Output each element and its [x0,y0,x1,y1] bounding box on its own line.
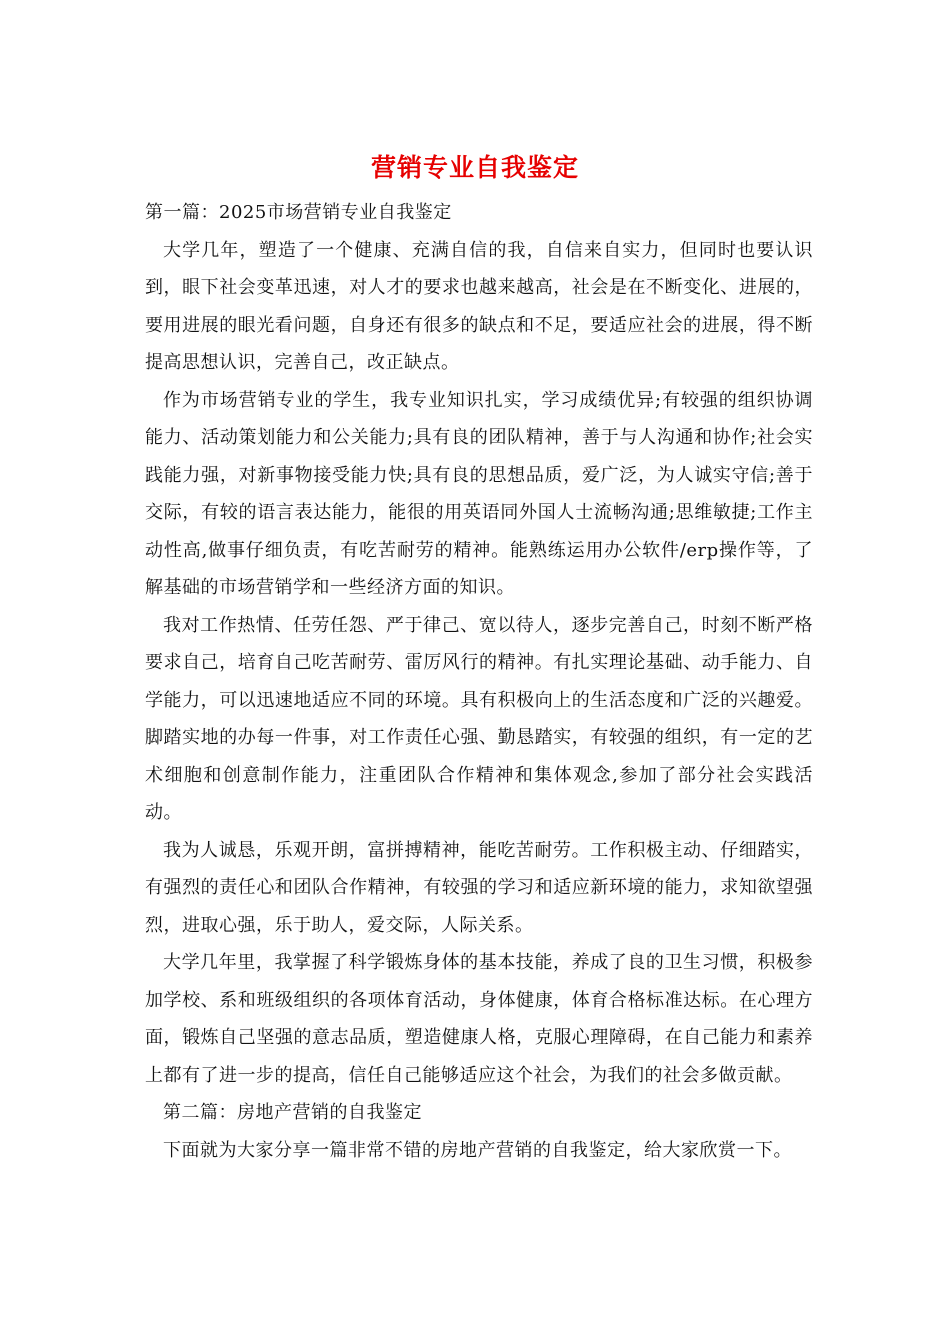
paragraph: 大学几年，塑造了一个健康、充满自信的我，自信来自实力，但同时也要认识到，眼下社会变革迅速，对人才的要求也越来越高，社会是在不断变化、进展的，要用进展的眼光看问题，自身还有很多的缺点和不足，要适应社会的进展，得不断提高思想认识，完善自己，改正缺点。 [145,239,813,373]
paragraph: 大学几年里，我掌握了科学锻炼身体的基本技能，养成了良的卫生习惯，积极参加学校、系和班级组织的各项体育活动，身体健康，体育合格标准达标。在心理方面，锻炼自己坚强的意志品质，塑造健康人格，克服心理障碍，在自己能力和素养上都有了进一步的提高，信任自己能够适应这个社会，为我们的社会多做贡献。 [145,952,813,1086]
section-heading-1: 第一篇：2025市场营销专业自我鉴定 [145,202,452,223]
section-heading-2: 第二篇：房地产营销的自我鉴定 [163,1102,422,1123]
paragraph: 我为人诚恳，乐观开朗，富拼搏精神，能吃苦耐劳。工作积极主动、仔细踏实，有强烈的责任心和团队合作精神，有较强的学习和适应新环境的能力，求知欲望强烈，进取心强，乐于助人，爱交际，人际关系。 [145,839,813,936]
paragraph: 我对工作热情、任劳任怨、严于律己、宽以待人，逐步完善自己，时刻不断严格要求自己，培育自己吃苦耐劳、雷厉风行的精神。有扎实理论基础、动手能力、自学能力，可以迅速地适应不同的环境。具有积极向上的生活态度和广泛的兴趣爱。脚踏实地的办每一件事，对工作责任心强、勤恳踏实，有较强的组织，有一定的艺术细胞和创意制作能力，注重团队合作精神和集体观念,参加了部分社会实践活动。 [145,614,813,823]
paragraph: 下面就为大家分享一篇非常不错的房地产营销的自我鉴定，给大家欣赏一下。 [163,1139,792,1161]
paragraph: 作为市场营销专业的学生，我专业知识扎实，学习成绩优异;有较强的组织协调能力、活动策划能力和公关能力;具有良的团队精神，善于与人沟通和协作;社会实践能力强，对新事物接受能力快;具有良的思想品质，爱广泛，为人诚实守信;善于交际，有较的语言表达能力，能很的用英语同外国人士流畅沟通;思维敏捷;工作主动性高,做事仔细负责，有吃苦耐劳的精神。能熟练运用办公软件/erp操作等，了解基础的市场营销学和一些经济方面的知识。 [145,389,813,598]
document-body [145,194,813,1169]
document-title: 营销专业自我鉴定 [370,153,579,182]
